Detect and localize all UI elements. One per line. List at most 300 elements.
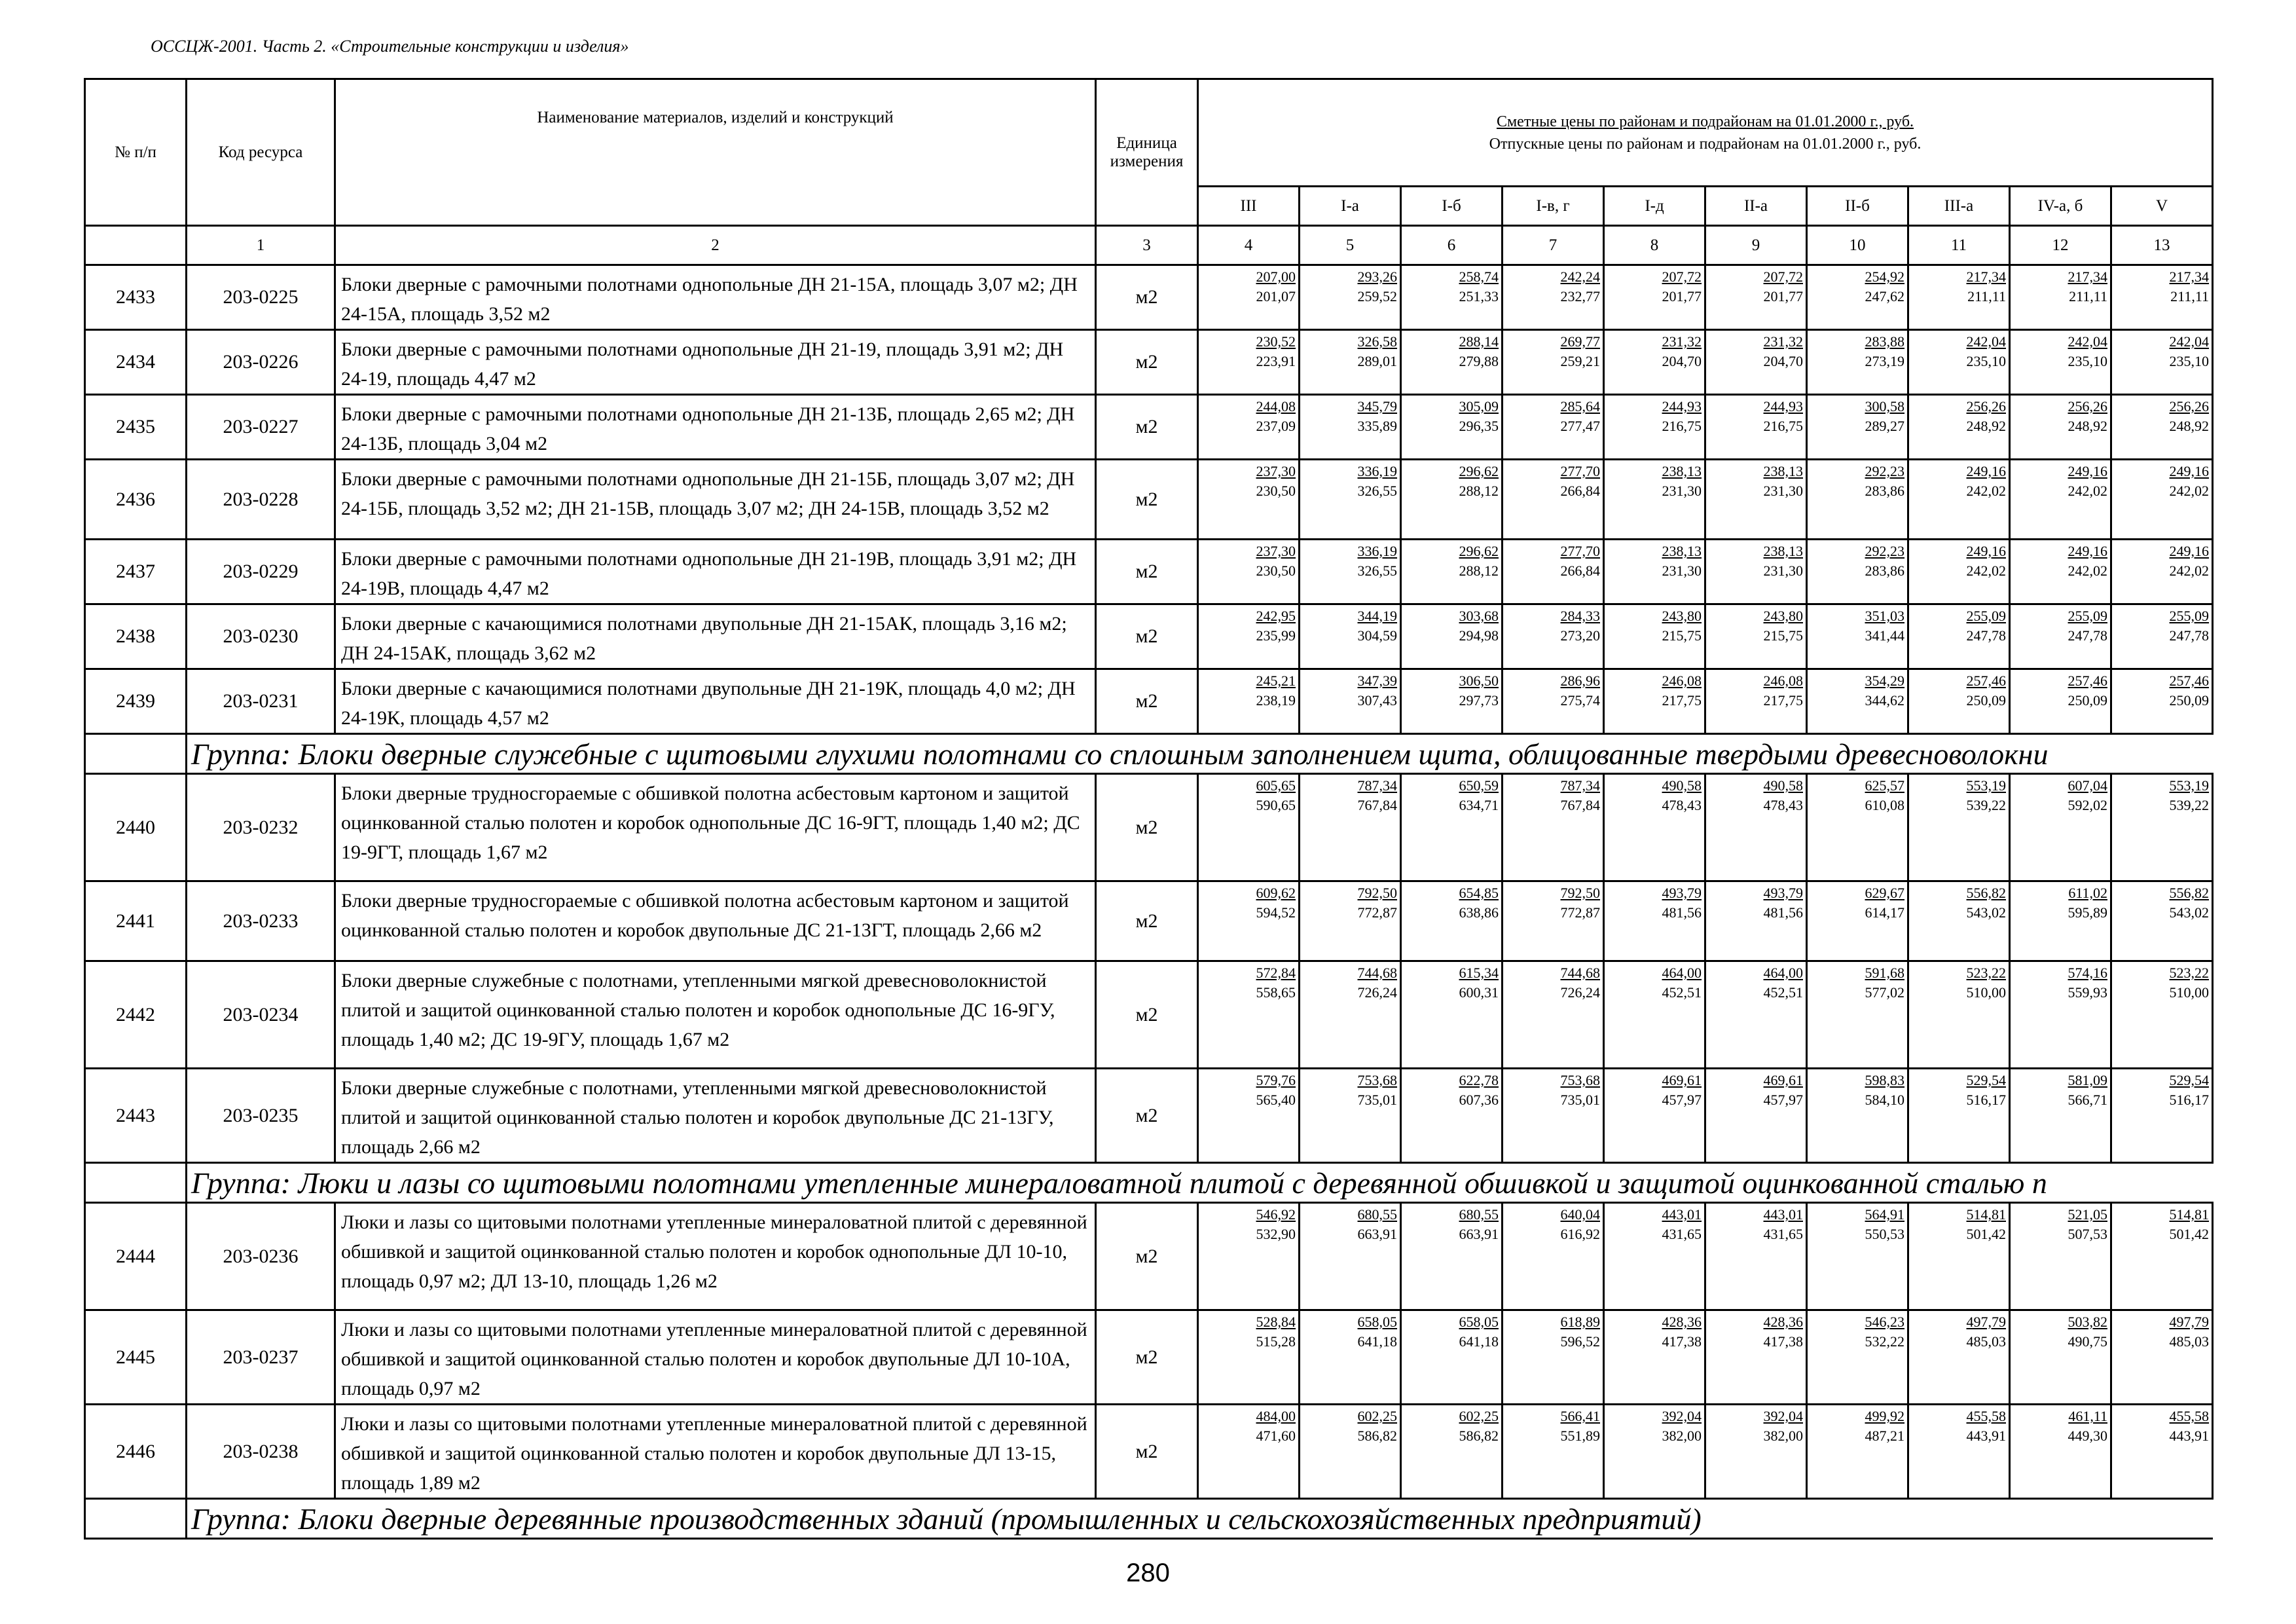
- price-cell: [1401, 1405, 1503, 1499]
- estimated-price: 464,00: [1763, 965, 1803, 981]
- estimated-price: 521,05: [2068, 1206, 2107, 1223]
- release-price: 516,17: [1966, 1092, 2006, 1108]
- table-row: [85, 330, 2213, 395]
- release-price: 417,38: [1662, 1333, 1702, 1350]
- estimated-price: 497,79: [1966, 1314, 2006, 1330]
- release-price: 250,09: [2169, 692, 2210, 709]
- release-price: 641,18: [1357, 1333, 1397, 1350]
- price-cell: [1198, 1203, 1300, 1310]
- price-cell: [1908, 1310, 2010, 1405]
- unit-of-measure: м2: [1096, 774, 1198, 881]
- price-cell: [1604, 1069, 1705, 1163]
- price-cell: [1300, 1310, 1401, 1405]
- release-price: 510,00: [1966, 984, 2006, 1001]
- estimated-price: 246,08: [1763, 673, 1803, 689]
- estimated-price: 499,92: [1865, 1408, 1904, 1424]
- release-price: 242,02: [2068, 563, 2107, 579]
- estimated-price: 605,65: [1256, 777, 1296, 794]
- item-name: Люки и лазы со щитовыми полотнами утепленные минераловатной плитой с деревянной обшивкой и защитой оцинкованной сталью полотен и коробок однопольные ДЛ 10-10, площадь 0,97 м2; ДЛ 13-10, площадь 1,26 м2: [335, 1203, 1096, 1310]
- release-price: 341,44: [1865, 627, 1904, 644]
- resource-code: 203-0228: [187, 460, 335, 540]
- price-cell: [1198, 540, 1300, 604]
- estimated-price: 556,82: [1966, 885, 2006, 901]
- release-price: 600,31: [1459, 984, 1499, 1001]
- price-caption-release: Отпускные цены по районам и подрайонам на 01.01.2000 г., руб.: [1489, 135, 1922, 153]
- group-blank-cell: [85, 734, 187, 774]
- price-cell: [2010, 540, 2111, 604]
- release-price: 735,01: [1560, 1092, 1600, 1108]
- estimated-price: 602,25: [1357, 1408, 1397, 1424]
- estimated-price: 497,79: [2169, 1314, 2210, 1330]
- price-cell: [1300, 540, 1401, 604]
- row-number: 2443: [85, 1069, 187, 1163]
- price-cell: [1705, 961, 1807, 1069]
- price-cell: [2010, 604, 2111, 669]
- release-price: 288,12: [1459, 563, 1499, 579]
- estimated-price: 336,19: [1357, 543, 1397, 559]
- unit-of-measure: м2: [1096, 881, 1198, 961]
- price-cell: [1401, 961, 1503, 1069]
- price-cell: [1705, 1069, 1807, 1163]
- price-cell: [1503, 881, 1604, 961]
- estimated-price: 237,30: [1256, 463, 1296, 479]
- estimated-price: 347,39: [1357, 673, 1397, 689]
- header-region: IV-а, б: [2010, 187, 2111, 226]
- estimated-price: 528,84: [1256, 1314, 1296, 1330]
- estimated-price: 242,24: [1560, 268, 1600, 285]
- estimated-price: 207,72: [1662, 268, 1702, 285]
- header-column-number: 9: [1705, 226, 1807, 265]
- table-row: [85, 604, 2213, 669]
- price-cell: [1503, 1069, 1604, 1163]
- estimated-price: 256,26: [2068, 398, 2107, 415]
- estimated-price: 238,13: [1763, 463, 1803, 479]
- estimated-price: 493,79: [1662, 885, 1702, 901]
- release-price: 247,78: [1966, 627, 2006, 644]
- release-price: 201,77: [1662, 288, 1702, 304]
- price-cell: [1604, 1203, 1705, 1310]
- estimated-price: 658,05: [1459, 1314, 1499, 1330]
- estimated-price: 680,55: [1357, 1206, 1397, 1223]
- table-row: [85, 1069, 2213, 1163]
- release-price: 232,77: [1560, 288, 1600, 304]
- table-row: [85, 265, 2213, 330]
- estimated-price: 564,91: [1865, 1206, 1904, 1223]
- estimated-price: 217,34: [2068, 268, 2107, 285]
- estimated-price: 303,68: [1459, 608, 1499, 624]
- price-cell: [1503, 1310, 1604, 1405]
- estimated-price: 787,34: [1357, 777, 1397, 794]
- release-price: 471,60: [1256, 1428, 1296, 1444]
- release-price: 638,86: [1459, 904, 1499, 921]
- price-cell: [1604, 1405, 1705, 1499]
- price-cell: [1300, 881, 1401, 961]
- release-price: 596,52: [1560, 1333, 1600, 1350]
- estimated-price: 618,89: [1560, 1314, 1600, 1330]
- price-cell: [2111, 265, 2213, 330]
- price-cell: [1705, 395, 1807, 460]
- price-cell: [1198, 330, 1300, 395]
- release-price: 559,93: [2068, 984, 2107, 1001]
- estimated-price: 249,16: [2068, 543, 2107, 559]
- unit-of-measure: м2: [1096, 961, 1198, 1069]
- estimated-price: 514,81: [2169, 1206, 2210, 1223]
- release-price: 457,97: [1763, 1092, 1803, 1108]
- estimated-price: 242,04: [2068, 333, 2107, 350]
- price-cell: [1604, 395, 1705, 460]
- release-price: 211,11: [2069, 288, 2107, 304]
- estimated-price: 461,11: [2068, 1408, 2107, 1424]
- estimated-price: 336,19: [1357, 463, 1397, 479]
- price-cell: [2111, 540, 2213, 604]
- price-cell: [2010, 265, 2111, 330]
- release-price: 248,92: [2068, 418, 2107, 434]
- resource-code: 203-0230: [187, 604, 335, 669]
- price-cell: [1300, 1203, 1401, 1310]
- row-number: 2435: [85, 395, 187, 460]
- estimated-price: 572,84: [1256, 965, 1296, 981]
- estimated-price: 556,82: [2169, 885, 2210, 901]
- release-price: 283,86: [1865, 563, 1904, 579]
- price-cell: [1503, 460, 1604, 540]
- price-cell: [1300, 604, 1401, 669]
- price-cell: [1300, 395, 1401, 460]
- release-price: 277,47: [1560, 418, 1600, 434]
- price-cell: [1401, 1203, 1503, 1310]
- unit-of-measure: м2: [1096, 460, 1198, 540]
- price-cell: [1908, 604, 2010, 669]
- release-price: 231,30: [1662, 563, 1702, 579]
- release-price: 417,38: [1763, 1333, 1803, 1350]
- release-price: 204,70: [1763, 353, 1803, 369]
- release-price: 326,55: [1357, 483, 1397, 499]
- price-cell: [1503, 961, 1604, 1069]
- header-region: III-а: [1908, 187, 2010, 226]
- price-cell: [1604, 669, 1705, 734]
- release-price: 201,77: [1763, 288, 1803, 304]
- release-price: 279,88: [1459, 353, 1499, 369]
- estimated-price: 292,23: [1865, 543, 1904, 559]
- estimated-price: 546,92: [1256, 1206, 1296, 1223]
- release-price: 443,91: [2169, 1428, 2210, 1444]
- estimated-price: 523,22: [2169, 965, 2210, 981]
- estimated-price: 286,96: [1560, 673, 1600, 689]
- release-price: 584,10: [1865, 1092, 1904, 1108]
- estimated-price: 258,74: [1459, 268, 1499, 285]
- price-cell: [1401, 395, 1503, 460]
- price-cell: [1503, 774, 1604, 881]
- release-price: 307,43: [1357, 692, 1397, 709]
- release-price: 297,73: [1459, 692, 1499, 709]
- price-cell: [2010, 774, 2111, 881]
- estimated-price: 305,09: [1459, 398, 1499, 415]
- price-cell: [1300, 460, 1401, 540]
- header-region: I-в, г: [1503, 187, 1604, 226]
- release-price: 586,82: [1459, 1428, 1499, 1444]
- estimated-price: 296,62: [1459, 543, 1499, 559]
- price-cell: [1705, 1405, 1807, 1499]
- release-price: 767,84: [1560, 797, 1600, 813]
- release-price: 289,27: [1865, 418, 1904, 434]
- price-cell: [2010, 395, 2111, 460]
- release-price: 251,33: [1459, 288, 1499, 304]
- item-name: Блоки дверные с рамочными полотнами однопольные ДН 21-13Б, площадь 2,65 м2; ДН 24-13Б, площадь 3,04 м2: [335, 395, 1096, 460]
- release-price: 283,86: [1865, 483, 1904, 499]
- release-price: 235,99: [1256, 627, 1296, 644]
- estimated-price: 285,64: [1560, 398, 1600, 415]
- resource-code: 203-0232: [187, 774, 335, 881]
- header-region: V: [2111, 187, 2213, 226]
- release-price: 344,62: [1865, 692, 1904, 709]
- unit-of-measure: м2: [1096, 1069, 1198, 1163]
- price-cell: [1705, 1203, 1807, 1310]
- price-cell: [1401, 1310, 1503, 1405]
- price-cell: [1908, 669, 2010, 734]
- price-cell: [1503, 265, 1604, 330]
- group-blank-cell: [85, 1163, 187, 1203]
- table-row: [85, 881, 2213, 961]
- estimated-price: 490,58: [1763, 777, 1803, 794]
- release-price: 382,00: [1662, 1428, 1702, 1444]
- header-region: III: [1198, 187, 1300, 226]
- price-cell: [1198, 774, 1300, 881]
- release-price: 247,78: [2169, 627, 2210, 644]
- price-cell: [1705, 669, 1807, 734]
- release-price: 550,53: [1865, 1226, 1904, 1242]
- release-price: 230,50: [1256, 483, 1296, 499]
- resource-code: 203-0238: [187, 1405, 335, 1499]
- item-name: Блоки дверные трудносгораемые с обшивкой полотна асбестовым картоном и защитой оцинкованной сталью полотен и коробок двупольные ДС 21-13ГТ, площадь 2,66 м2: [335, 881, 1096, 961]
- release-price: 726,24: [1357, 984, 1397, 1001]
- release-price: 772,87: [1560, 904, 1600, 921]
- release-price: 294,98: [1459, 627, 1499, 644]
- release-price: 231,30: [1662, 483, 1702, 499]
- release-price: 231,30: [1763, 483, 1803, 499]
- release-price: 215,75: [1763, 627, 1803, 644]
- release-price: 431,65: [1662, 1226, 1702, 1242]
- unit-of-measure: м2: [1096, 395, 1198, 460]
- price-cell: [1908, 395, 2010, 460]
- price-cell: [1198, 1069, 1300, 1163]
- release-price: 266,84: [1560, 563, 1600, 579]
- price-cell: [1604, 460, 1705, 540]
- price-cell: [1300, 961, 1401, 1069]
- release-price: 594,52: [1256, 904, 1296, 921]
- estimated-price: 326,58: [1357, 333, 1397, 350]
- release-price: 772,87: [1357, 904, 1397, 921]
- release-price: 616,92: [1560, 1226, 1600, 1242]
- release-price: 478,43: [1662, 797, 1702, 813]
- estimated-price: 254,92: [1865, 268, 1904, 285]
- price-cell: [1503, 1203, 1604, 1310]
- estimated-price: 256,26: [1966, 398, 2006, 415]
- price-cell: [1604, 881, 1705, 961]
- release-price: 242,02: [2169, 563, 2210, 579]
- group-title: Группа: Люки и лазы со щитовыми полотнами утепленные минераловатной плитой с деревянной обшивкой и защитой оцинкованной сталью п: [187, 1163, 2213, 1203]
- price-cell: [1198, 1405, 1300, 1499]
- estimated-price: 455,58: [1966, 1408, 2006, 1424]
- release-price: 335,89: [1357, 418, 1397, 434]
- price-cell: [1300, 265, 1401, 330]
- price-cell: [1807, 1203, 1908, 1310]
- resource-code: 203-0233: [187, 881, 335, 961]
- item-name: Блоки дверные служебные с полотнами, утепленными мягкой древесноволокнистой плитой и защитой оцинкованной сталью полотен и коробок однопольные ДС 16-9ГУ, площадь 1,40 м2; ДС 19-9ГУ, площадь 1,67 м2: [335, 961, 1096, 1069]
- unit-of-measure: м2: [1096, 330, 1198, 395]
- price-cell: [1503, 669, 1604, 734]
- resource-code: 203-0226: [187, 330, 335, 395]
- table-row: [85, 669, 2213, 734]
- price-cell: [1198, 460, 1300, 540]
- row-number: 2446: [85, 1405, 187, 1499]
- release-price: 217,75: [1763, 692, 1803, 709]
- estimated-price: 680,55: [1459, 1206, 1499, 1223]
- release-price: 248,92: [2169, 418, 2210, 434]
- release-price: 242,02: [1966, 563, 2006, 579]
- resource-code: 203-0225: [187, 265, 335, 330]
- release-price: 590,65: [1256, 797, 1296, 813]
- price-cell: [1401, 540, 1503, 604]
- price-cell: [1705, 540, 1807, 604]
- estimated-price: 546,23: [1865, 1314, 1904, 1330]
- release-price: 238,19: [1256, 692, 1296, 709]
- estimated-price: 658,05: [1357, 1314, 1397, 1330]
- release-price: 457,97: [1662, 1092, 1702, 1108]
- price-cell: [1503, 604, 1604, 669]
- estimated-price: 615,34: [1459, 965, 1499, 981]
- price-cell: [1604, 1310, 1705, 1405]
- header-column-number: 6: [1401, 226, 1503, 265]
- estimated-price: 392,04: [1763, 1408, 1803, 1424]
- price-cell: [1604, 604, 1705, 669]
- row-number: 2444: [85, 1203, 187, 1310]
- estimated-price: 351,03: [1865, 608, 1904, 624]
- release-price: 610,08: [1865, 797, 1904, 813]
- price-cell: [2010, 1310, 2111, 1405]
- estimated-price: 607,04: [2068, 777, 2107, 794]
- item-name: Блоки дверные с рамочными полотнами однопольные ДН 21-19В, площадь 3,91 м2; ДН 24-19В, площадь 4,47 м2: [335, 540, 1096, 604]
- release-price: 275,74: [1560, 692, 1600, 709]
- estimated-price: 553,19: [1966, 777, 2006, 794]
- price-cell: [1705, 1310, 1807, 1405]
- header-column-number: 13: [2111, 226, 2213, 265]
- estimated-price: 354,29: [1865, 673, 1904, 689]
- release-price: 663,91: [1459, 1226, 1499, 1242]
- price-cell: [2111, 881, 2213, 961]
- price-cell: [2010, 460, 2111, 540]
- estimated-price: 443,01: [1662, 1206, 1702, 1223]
- table-row: [85, 540, 2213, 604]
- release-price: 237,09: [1256, 418, 1296, 434]
- unit-of-measure: м2: [1096, 1310, 1198, 1405]
- estimated-price: 629,67: [1865, 885, 1904, 901]
- price-cell: [1401, 1069, 1503, 1163]
- item-name: Люки и лазы со щитовыми полотнами утепленные минераловатной плитой с деревянной обшивкой и защитой оцинкованной сталью полотен и коробок двупольные ДЛ 10-10А, площадь 0,97 м2: [335, 1310, 1096, 1405]
- price-cell: [1705, 604, 1807, 669]
- price-cell: [1807, 961, 1908, 1069]
- resource-code: 203-0231: [187, 669, 335, 734]
- group-blank-cell: [85, 1499, 187, 1539]
- estimated-price: 255,09: [1966, 608, 2006, 624]
- estimated-price: 277,70: [1560, 463, 1600, 479]
- price-cell: [2111, 604, 2213, 669]
- release-price: 501,42: [1966, 1226, 2006, 1242]
- price-cell: [1807, 604, 1908, 669]
- release-price: 641,18: [1459, 1333, 1499, 1350]
- price-cell: [2010, 669, 2111, 734]
- item-name: Люки и лазы со щитовыми полотнами утепленные минераловатной плитой с деревянной обшивкой и защитой оцинкованной сталью полотен и коробок двупольные ДЛ 13-15, площадь 1,89 м2: [335, 1405, 1096, 1499]
- release-price: 481,56: [1662, 904, 1702, 921]
- row-number: 2437: [85, 540, 187, 604]
- header-column-number: 2: [335, 226, 1096, 265]
- estimated-price: 744,68: [1357, 965, 1397, 981]
- header-colnum-empty: [85, 226, 187, 265]
- resource-code: 203-0229: [187, 540, 335, 604]
- release-price: 551,89: [1560, 1428, 1600, 1444]
- header-column-number: 1: [187, 226, 335, 265]
- price-cell: [1908, 881, 2010, 961]
- release-price: 515,28: [1256, 1333, 1296, 1350]
- row-number: 2445: [85, 1310, 187, 1405]
- group-title: Группа: Блоки дверные служебные с щитовыми глухими полотнами со сплошным заполнением щита, облицованные твердыми древесноволокни: [187, 734, 2213, 774]
- estimated-price: 591,68: [1865, 965, 1904, 981]
- estimated-price: 602,25: [1459, 1408, 1499, 1424]
- estimated-price: 249,16: [1966, 543, 2006, 559]
- price-cell: [1198, 604, 1300, 669]
- release-price: 273,19: [1865, 353, 1904, 369]
- item-name: Блоки дверные служебные с полотнами, утепленными мягкой древесноволокнистой плитой и защитой оцинкованной сталью полотен и коробок двупольные ДС 21-13ГУ, площадь 2,66 м2: [335, 1069, 1096, 1163]
- release-price: 216,75: [1763, 418, 1803, 434]
- price-cell: [2111, 330, 2213, 395]
- estimated-price: 650,59: [1459, 777, 1499, 794]
- release-price: 247,62: [1865, 288, 1904, 304]
- release-price: 478,43: [1763, 797, 1803, 813]
- estimated-price: 654,85: [1459, 885, 1499, 901]
- release-price: 543,02: [1966, 904, 2006, 921]
- unit-of-measure: м2: [1096, 1405, 1198, 1499]
- estimated-price: 249,16: [1966, 463, 2006, 479]
- estimated-price: 217,34: [1966, 268, 2006, 285]
- release-price: 304,59: [1357, 627, 1397, 644]
- estimated-price: 344,19: [1357, 608, 1397, 624]
- header-code: Код ресурса: [187, 79, 335, 226]
- estimated-price: 288,14: [1459, 333, 1499, 350]
- release-price: 614,17: [1865, 904, 1904, 921]
- release-price: 543,02: [2169, 904, 2210, 921]
- price-cell: [1401, 604, 1503, 669]
- estimated-price: 579,76: [1256, 1072, 1296, 1088]
- release-price: 577,02: [1865, 984, 1904, 1001]
- price-caption-estimated: Сметные цены по районам и подрайонам на 01.01.2000 г., руб.: [1496, 113, 1914, 130]
- price-cell: [1300, 1405, 1401, 1499]
- estimated-price: 217,34: [2169, 268, 2210, 285]
- estimated-price: 523,22: [1966, 965, 2006, 981]
- price-cell: [2010, 881, 2111, 961]
- price-cell: [1503, 395, 1604, 460]
- price-cell: [1807, 1405, 1908, 1499]
- estimated-price: 243,80: [1662, 608, 1702, 624]
- price-cell: [1908, 540, 2010, 604]
- release-price: 431,65: [1763, 1226, 1803, 1242]
- price-cell: [2111, 1069, 2213, 1163]
- release-price: 231,30: [1763, 563, 1803, 579]
- price-cell: [1198, 265, 1300, 330]
- release-price: 532,90: [1256, 1226, 1296, 1242]
- release-price: 452,51: [1662, 984, 1702, 1001]
- estimated-price: 296,62: [1459, 463, 1499, 479]
- price-cell: [1198, 881, 1300, 961]
- release-price: 235,10: [2169, 353, 2210, 369]
- price-cell: [2111, 460, 2213, 540]
